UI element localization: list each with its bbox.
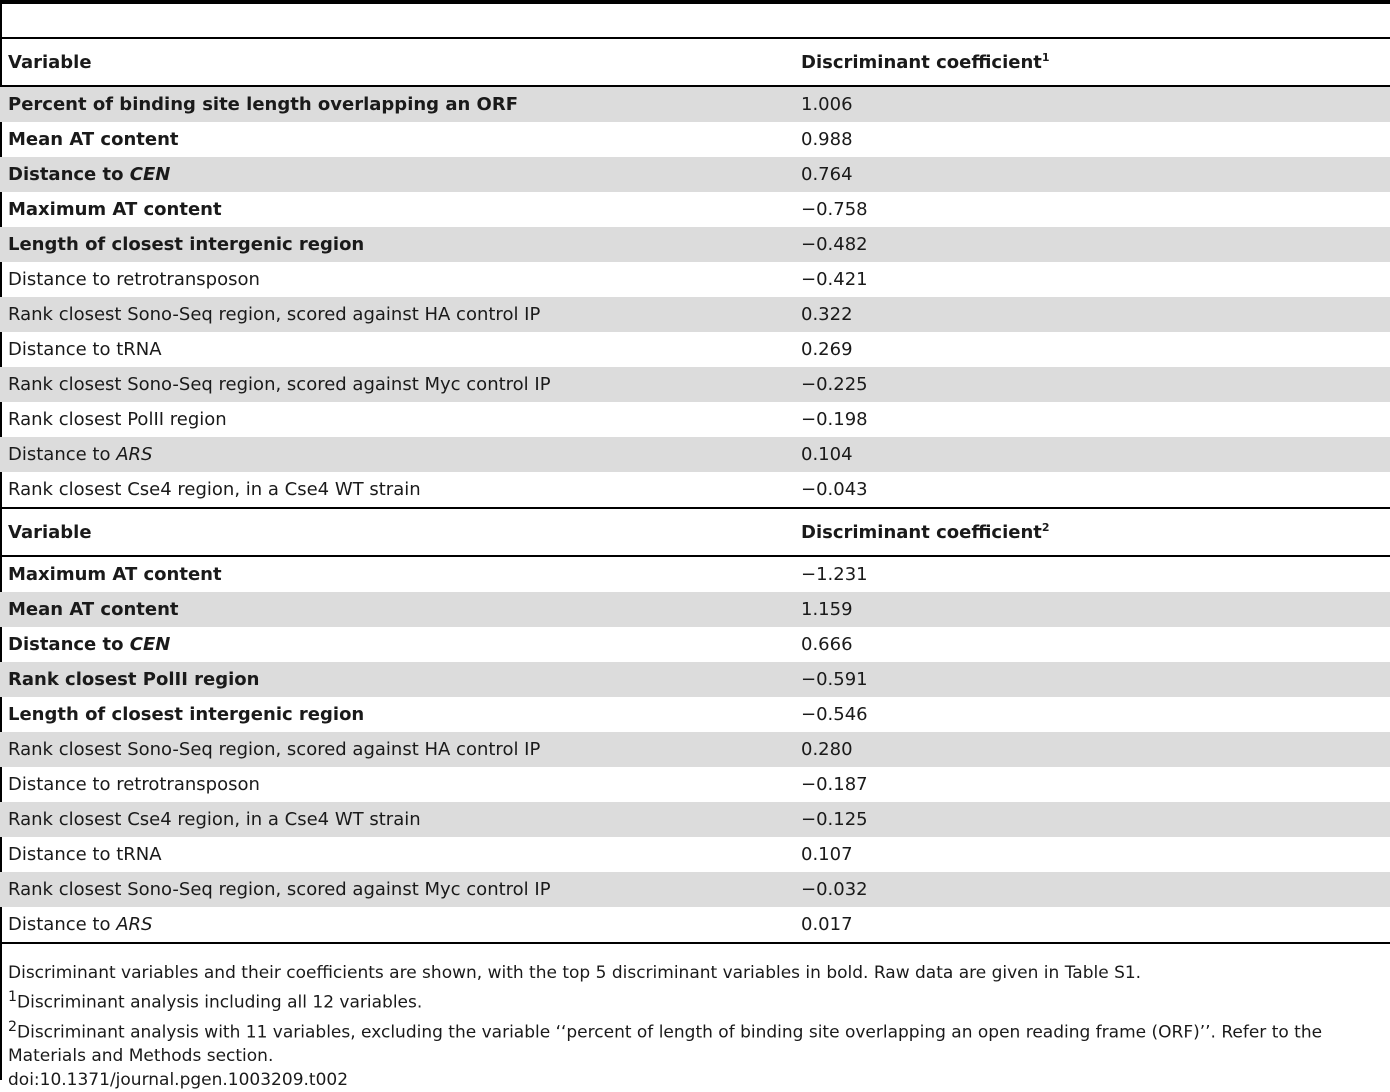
coefficient-cell: −0.198 bbox=[801, 409, 868, 430]
table-row bbox=[0, 837, 1390, 872]
variable-cell: Distance to CEN bbox=[8, 634, 171, 655]
variable-cell: Rank closest PolII region bbox=[8, 409, 227, 430]
variable-cell: Rank closest Cse4 region, in a Cse4 WT strain bbox=[8, 479, 421, 500]
footnote-2 bbox=[8, 1015, 1390, 1069]
table-row bbox=[0, 732, 1390, 767]
coefficient-cell: −0.043 bbox=[801, 479, 868, 500]
variable-cell: Distance to retrotransposon bbox=[8, 269, 260, 290]
coefficient-cell: 0.269 bbox=[801, 339, 853, 360]
coefficient-cell: 0.988 bbox=[801, 129, 853, 150]
header-coefficient-label: Discriminant coefficient bbox=[801, 51, 1042, 73]
coefficient-cell: 0.017 bbox=[801, 914, 853, 935]
table-bottom-rule bbox=[0, 942, 1390, 944]
doi-link[interactable]: doi:10.1371/journal.pgen.1003209.t002 bbox=[8, 1070, 349, 1091]
table-row bbox=[0, 662, 1390, 697]
table-row bbox=[0, 332, 1390, 367]
variable-cell: Length of closest intergenic region bbox=[8, 234, 365, 255]
header-coefficient bbox=[801, 52, 1050, 73]
table-header-1 bbox=[0, 39, 1390, 87]
coefficient-cell: −1.231 bbox=[801, 564, 868, 585]
coefficient-cell: 0.107 bbox=[801, 844, 853, 865]
top-rule bbox=[0, 0, 1390, 4]
footnote-1-mark: 1 bbox=[8, 989, 18, 1005]
footnote-1-text: Discriminant analysis including all 12 variables. bbox=[17, 992, 423, 1013]
variable-cell: Distance to CEN bbox=[8, 164, 171, 185]
table-row bbox=[0, 227, 1390, 262]
variable-cell: Distance to ARS bbox=[8, 444, 153, 465]
variable-cell: Rank closest Sono-Seq region, scored against HA control IP bbox=[8, 304, 541, 325]
table-row bbox=[0, 402, 1390, 437]
coefficient-cell: −0.187 bbox=[801, 774, 868, 795]
footnote-2-text: Discriminant analysis with 11 variables, excluding the variable ‘‘percent of length of binding site overlapping an open reading frame (ORF)’’. Refer to the Materials and Methods section. bbox=[8, 1022, 1323, 1067]
table-row bbox=[0, 767, 1390, 802]
table-row bbox=[0, 262, 1390, 297]
variable-cell: Rank closest Sono-Seq region, scored against HA control IP bbox=[8, 739, 541, 760]
coefficient-cell: 0.666 bbox=[801, 634, 853, 655]
variable-cell: Rank closest PolII region bbox=[8, 669, 260, 690]
coefficient-cell: −0.421 bbox=[801, 269, 868, 290]
coefficient-cell: 1.159 bbox=[801, 599, 853, 620]
discriminant-table bbox=[0, 37, 1390, 944]
variable-cell: Maximum AT content bbox=[8, 199, 222, 220]
variable-cell: Distance to retrotransposon bbox=[8, 774, 260, 795]
variable-cell: Percent of binding site length overlapping an ORF bbox=[8, 94, 519, 115]
table-header-2 bbox=[0, 509, 1390, 557]
table-row bbox=[0, 872, 1390, 907]
table-caption: Discriminant variables and their coefficients are shown, with the top 5 discriminant variables in bold. Raw data are given in Table S1. bbox=[8, 963, 1142, 983]
table-row bbox=[0, 367, 1390, 402]
table-notes bbox=[8, 961, 1390, 1092]
footnote-1 bbox=[8, 985, 1390, 1015]
table-row bbox=[0, 592, 1390, 627]
table-row bbox=[0, 697, 1390, 732]
variable-cell: Maximum AT content bbox=[8, 564, 222, 585]
coefficient-cell: −0.032 bbox=[801, 879, 868, 900]
coefficient-cell: −0.546 bbox=[801, 704, 868, 725]
coefficient-cell: −0.482 bbox=[801, 234, 868, 255]
coefficient-cell: −0.125 bbox=[801, 809, 868, 830]
coefficient-cell: 0.322 bbox=[801, 304, 853, 325]
table-row bbox=[0, 472, 1390, 507]
table-row bbox=[0, 157, 1390, 192]
variable-cell: Rank closest Cse4 region, in a Cse4 WT strain bbox=[8, 809, 421, 830]
variable-cell: Distance to tRNA bbox=[8, 339, 162, 360]
variable-cell: Mean AT content bbox=[8, 129, 179, 150]
variable-cell: Distance to tRNA bbox=[8, 844, 162, 865]
variable-cell: Length of closest intergenic region bbox=[8, 704, 365, 725]
footnote-mark: 1 bbox=[1041, 50, 1050, 64]
table-row bbox=[0, 297, 1390, 332]
coefficient-cell: −0.591 bbox=[801, 669, 868, 690]
coefficient-cell: 1.006 bbox=[801, 94, 853, 115]
coefficient-cell: 0.764 bbox=[801, 164, 853, 185]
table-row bbox=[0, 192, 1390, 227]
variable-cell: Distance to ARS bbox=[8, 914, 153, 935]
header-coefficient-label: Discriminant coefficient bbox=[801, 521, 1042, 543]
table-section-1 bbox=[0, 37, 1390, 507]
header-variable: Variable bbox=[8, 51, 92, 73]
coefficient-cell: −0.225 bbox=[801, 374, 868, 395]
table-row bbox=[0, 122, 1390, 157]
table-row bbox=[0, 802, 1390, 837]
header-coefficient bbox=[801, 522, 1050, 543]
header-variable: Variable bbox=[8, 521, 92, 543]
table-section-2 bbox=[0, 507, 1390, 942]
footnote-2-mark: 2 bbox=[8, 1018, 18, 1035]
coefficient-cell: 0.104 bbox=[801, 444, 853, 465]
table-row bbox=[0, 437, 1390, 472]
coefficient-cell: 0.280 bbox=[801, 739, 853, 760]
table-row bbox=[0, 557, 1390, 592]
table-row bbox=[0, 627, 1390, 662]
variable-cell: Rank closest Sono-Seq region, scored against Myc control IP bbox=[8, 374, 551, 395]
variable-cell: Rank closest Sono-Seq region, scored against Myc control IP bbox=[8, 879, 551, 900]
footnote-mark: 2 bbox=[1041, 520, 1050, 534]
coefficient-cell: −0.758 bbox=[801, 199, 868, 220]
variable-cell: Mean AT content bbox=[8, 599, 179, 620]
table-row bbox=[0, 87, 1390, 122]
table-row bbox=[0, 907, 1390, 942]
